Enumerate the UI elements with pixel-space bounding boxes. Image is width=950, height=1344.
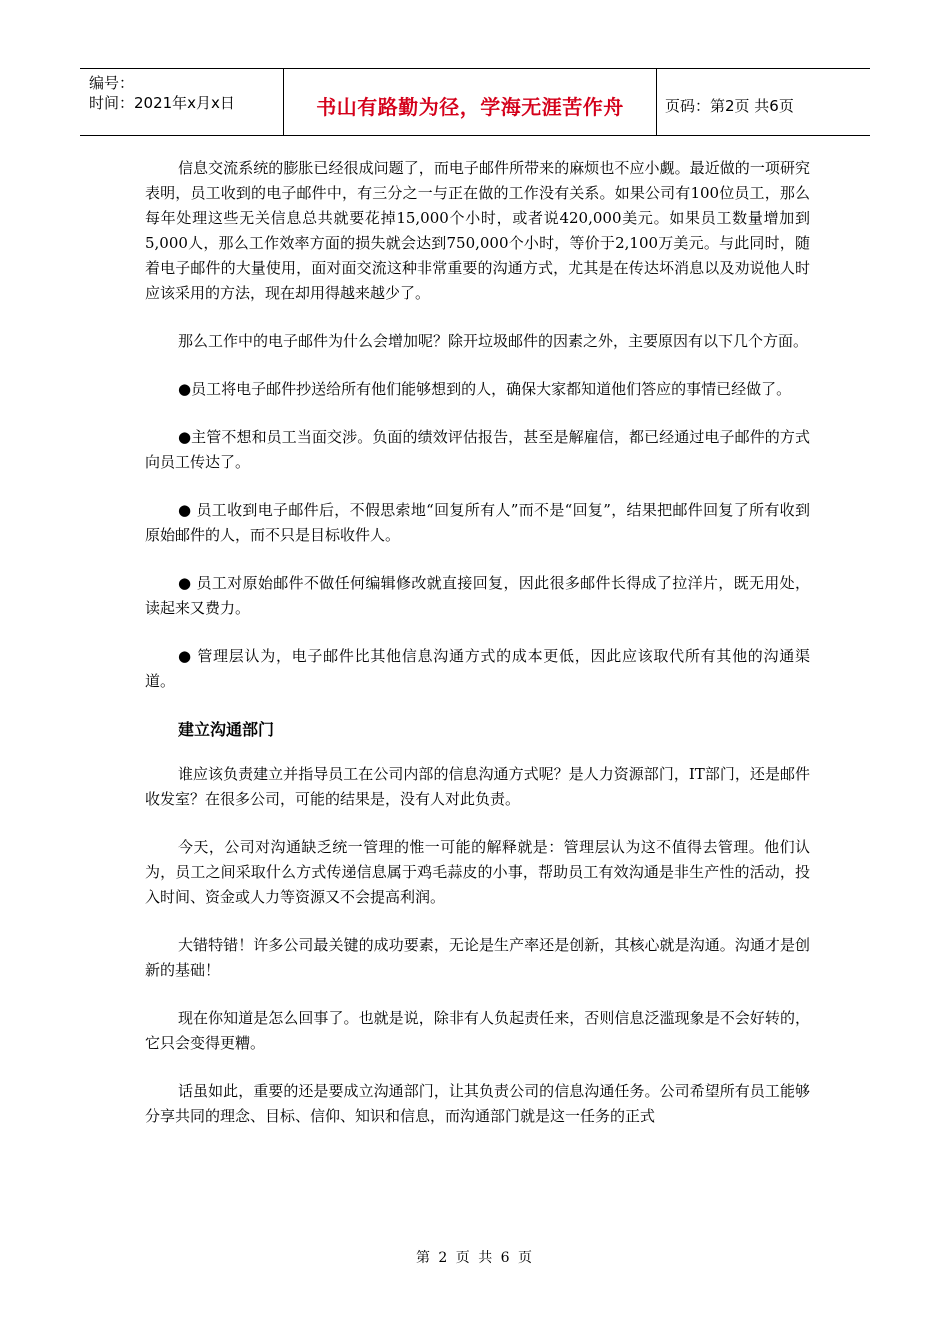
serial-label: 编号： [89,74,135,92]
paragraph: 今天，公司对沟通缺乏统一管理的惟一可能的解释就是：管理层认为这不值得去管理。他们认为，员工之间采取什么方式传递信息属于鸡毛蒜皮的小事，帮助员工有效沟通是非生产性的活动，投入时间、资金或人力等资源又不会提高利润。 [145,838,810,906]
document-body [145,156,810,1152]
paragraph: 那么工作中的电子邮件为什么会增加呢？除开垃圾邮件的因素之外，主要原因有以下几个方面。 [178,332,809,350]
bullet-item: ● 管理层认为，电子邮件比其他信息沟通方式的成本更低，因此应该取代所有其他的沟通渠道。 [145,647,810,690]
page-header [80,68,870,136]
page-footer: 第 2 页 共 6 页 [415,1250,535,1266]
date-label: 时间：2021年x月x日 [89,94,235,112]
header-page-label: 页码：第2页 共6页 [665,96,794,115]
paragraph: 话虽如此，重要的还是要成立沟通部门，让其负责公司的信息沟通任务。公司希望所有员工能够分享共同的理念、目标、信仰、知识和信息，而沟通部门就是这一任务的正式 [145,1082,810,1125]
bullet-item: ●员工将电子邮件抄送给所有他们能够想到的人，确保大家都知道他们答应的事情已经做了。 [178,380,792,398]
section-title: 建立沟通部门 [178,720,275,739]
header-motto: 书山有路勤为径，学海无涯苦作舟 [284,69,657,135]
paragraph: 现在你知道是怎么回事了。也就是说，除非有人负起责任来，否则信息泛滥现象是不会好转的，它只会变得更糟。 [145,1009,810,1052]
paragraph: 谁应该负责建立并指导员工在公司内部的信息沟通方式呢？是人力资源部门，IT部门，还是邮件收发室？在很多公司，可能的结果是，没有人对此负责。 [145,765,810,808]
bullet-item: ● 员工对原始邮件不做任何编辑修改就直接回复，因此很多邮件长得成了拉洋片，既无用处，读起来又费力。 [145,574,810,617]
paragraph: 信息交流系统的膨胀已经很成问题了，而电子邮件所带来的麻烦也不应小觑。最近做的一项研究表明，员工收到的电子邮件中，有三分之一与正在做的工作没有关系。如果公司有100位员工，那么每年处理这些无关信息总共就要花掉15,000个小时，或者说420,000美元。如果员工数量增加到5,000人，那么工作效率方面的损失就会达到750,000个小时，等价于2,100万美元。与此同时，随着电子邮件的大量使用，面对面交流这种非常重要的沟通方式，尤其是在传达坏消息以及劝说他人时应该采用的方法，现在却用得越来越少了。 [145,159,810,302]
paragraph: 大错特错！许多公司最关键的成功要素，无论是生产率还是创新，其核心就是沟通。沟通才是创新的基础！ [145,936,810,979]
bullet-item: ●主管不想和员工当面交涉。负面的绩效评估报告，甚至是解雇信，都已经通过电子邮件的方式向员工传达了。 [145,428,810,471]
bullet-item: ● 员工收到电子邮件后，不假思索地“回复所有人”而不是“回复”，结果把邮件回复了所有收到原始邮件的人，而不只是目标收件人。 [145,501,810,544]
header-meta [80,69,284,135]
